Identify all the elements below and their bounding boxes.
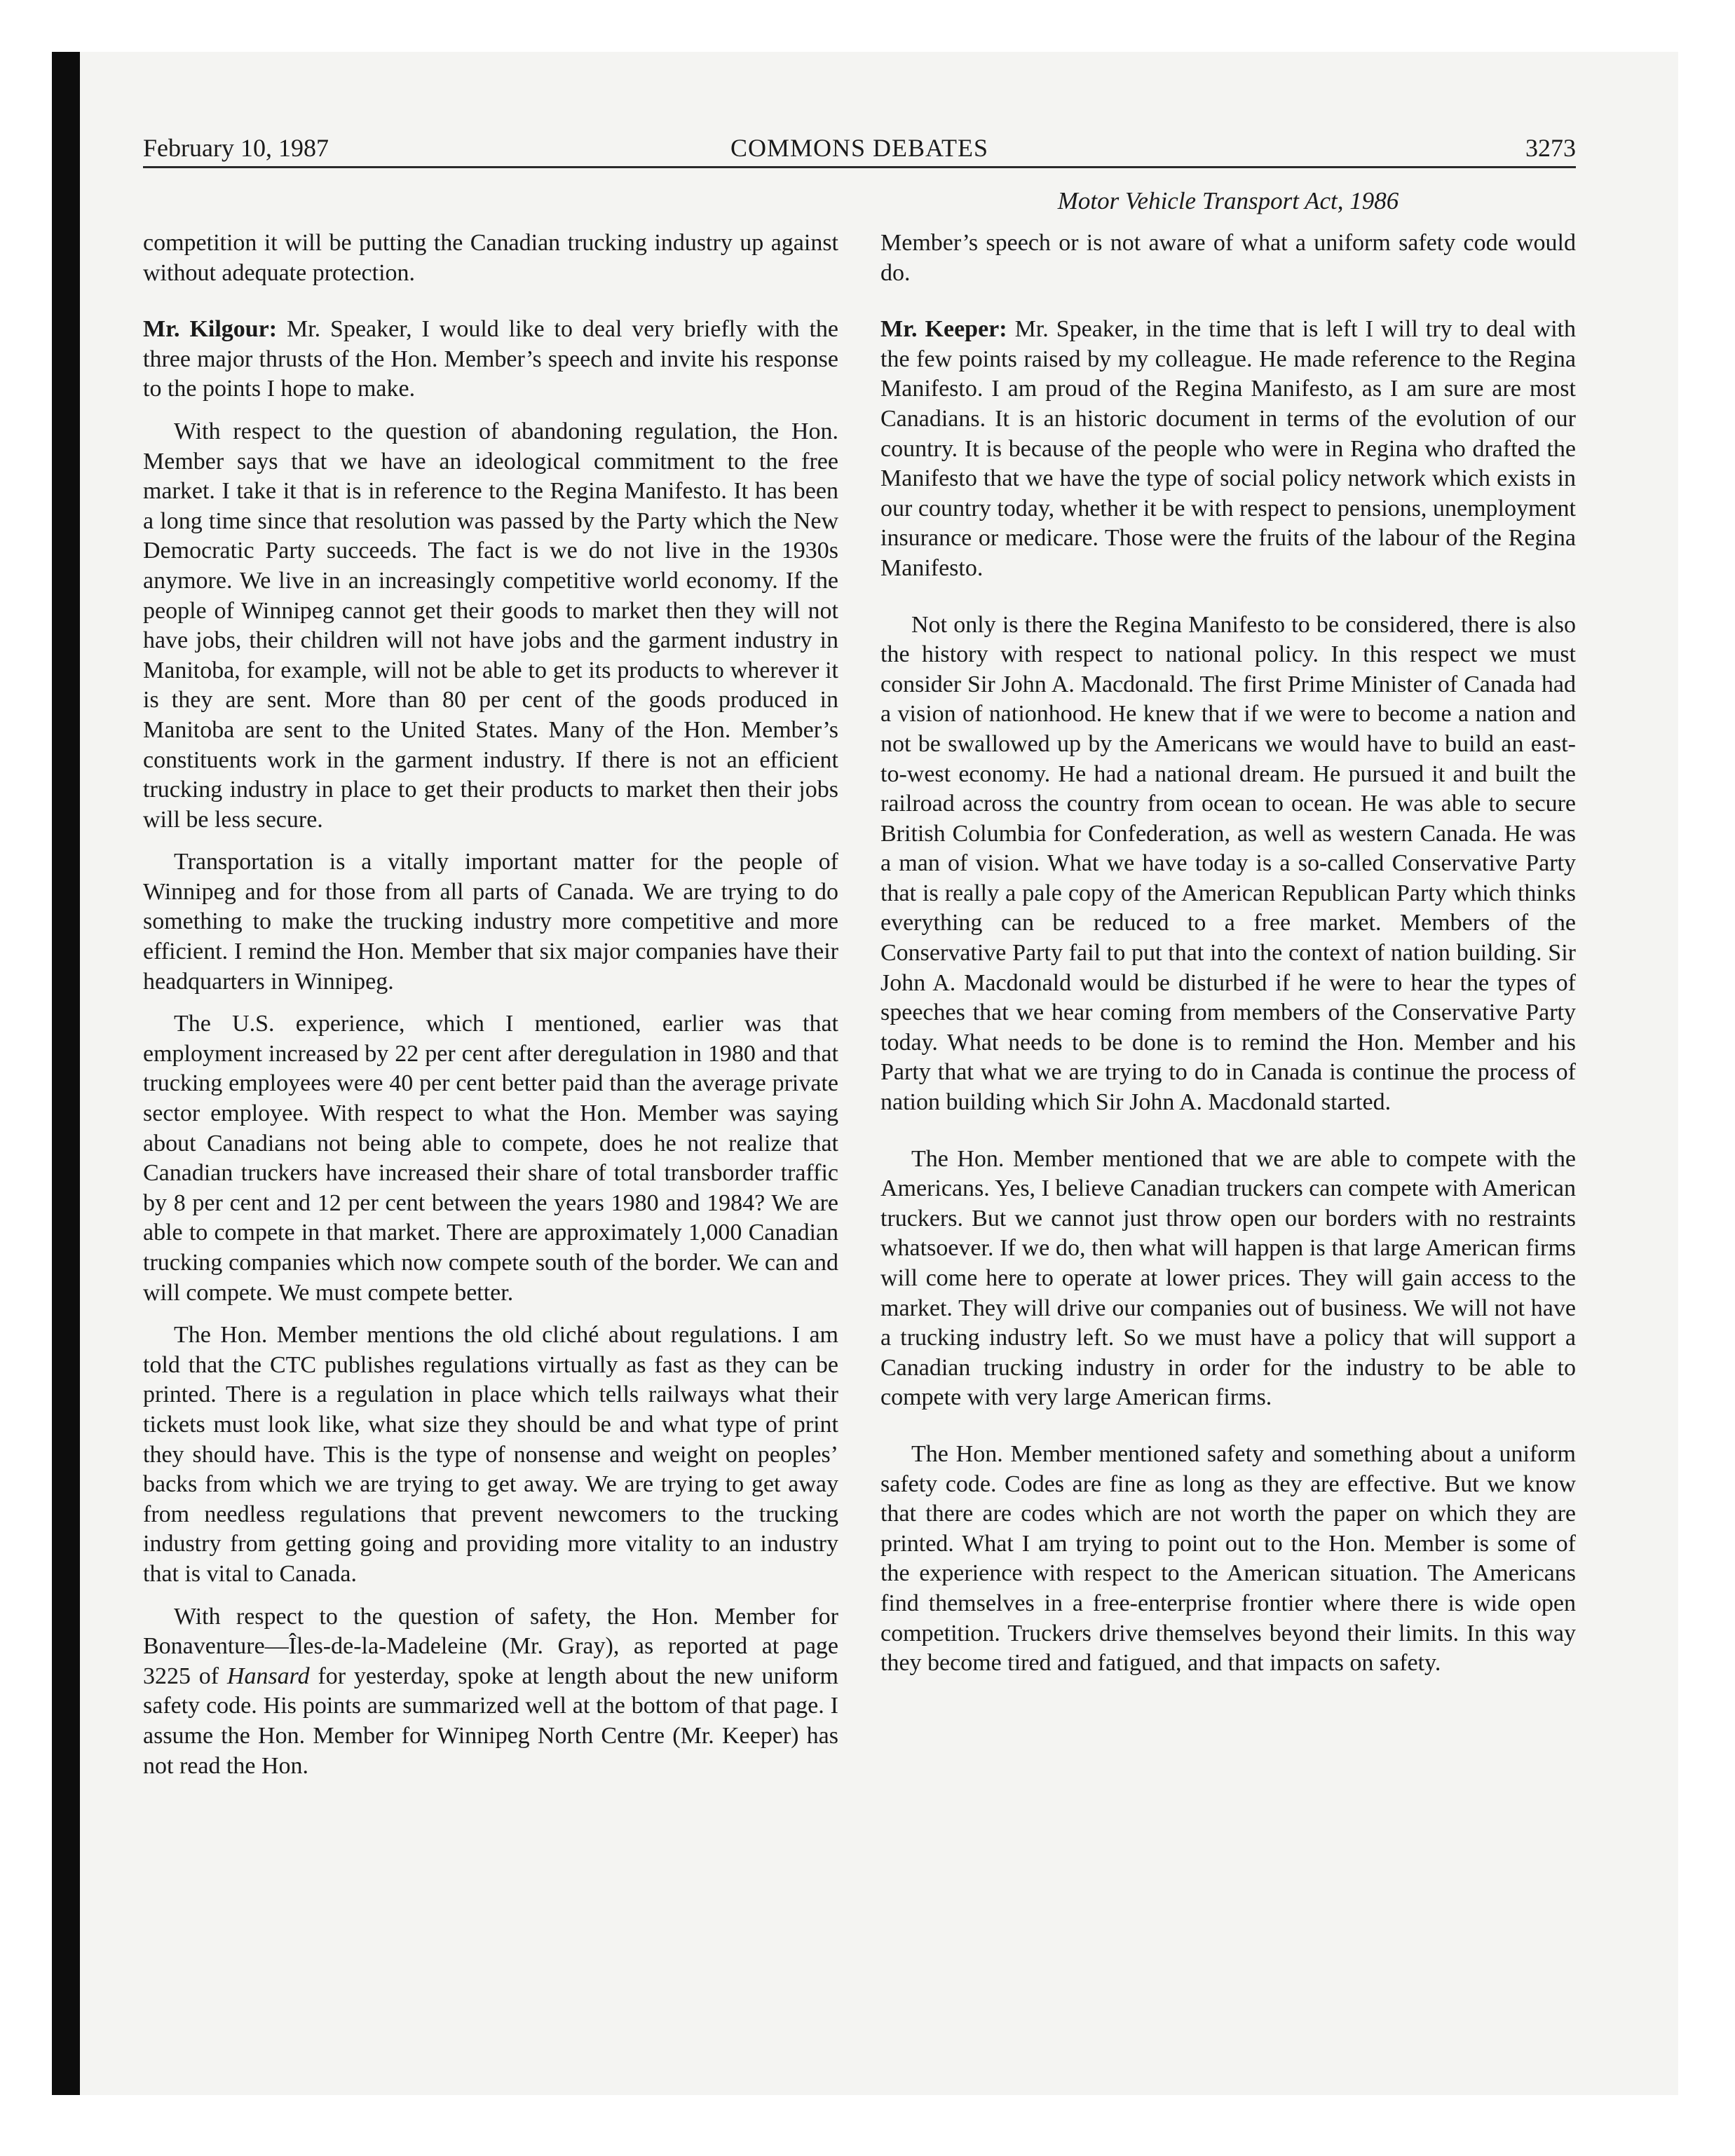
speech-paragraph <box>880 315 1576 583</box>
subject-heading: Motor Vehicle Transport Act, 1986 <box>1057 187 1399 214</box>
speaker-name: Mr. Kilgour: <box>143 316 278 343</box>
paragraph: The Hon. Member mentioned that we are able to compete with the Americans. Yes, I believe Canadian truckers can compete with American truckers. But we cannot just throw open our borders with no restraints whatsoever. If we do, then what will happen is that large American firms will come here to operate at lower prices. They will gain access to the market. They will drive our companies out of business. We will not have a trucking industry left. So we must have a policy that will support a Canadian trucking industry in order for the industry to be able to compete with very large American firms. <box>880 1145 1576 1411</box>
paragraph: Not only is there the Regina Manifesto to be considered, there is also the history with respect to national policy. In this respect we must consider Sir John A. Macdonald. The first Prime Minister of Canada had a vision of nationhood. He knew that if we were to become a nation and not be swallowed up by the Americans we would have to build an east-to-west economy. He had a national dream. He pursued it and built the railroad across the country from ocean to ocean. He was able to secure British Columbia for Confederation, as well as western Canada. He was a man of vision. What we have today is a so-called Conservative Party that is really a pale copy of the American Republican Party which thinks everything can be reduced to a free market. Members of the Conservative Party fail to put that into the context of nation building. Sir John A. Macdonald would be disturbed if he were to hear the types of speeches that we hear coming from members of the Conservative Party today. What needs to be done is to remind the Hon. Member and his Party that what we are trying to do in Canada is continue the process of nation building which Sir John A. Macdonald started. <box>880 611 1576 1116</box>
running-header <box>143 130 1576 165</box>
paragraph <box>143 1602 838 1782</box>
paragraph-text: With respect to the question of safety, the Hon. Member for Bonaventure—Îles-de-la-Madeleine (Mr. Gray), as reported at page 3225 of <box>143 1603 838 1689</box>
paragraph: The Hon. Member mentioned safety and something about a uniform safety code. Codes are fine as long as they are effective. But we know that there are codes which are not worth the paper on which they are printed. What I am trying to point out to the Hon. Member is some of the experience with respect to the American situation. The Americans find themselves in a free-enterprise frontier where there is wide open competition. Truckers drive themselves beyond their limits. In this way they become tired and fatigued, and that impacts on safety. <box>880 1440 1576 1677</box>
speech-paragraph <box>143 315 838 404</box>
paragraph: Member’s speech or is not aware of what a uniform safety code would do. <box>880 230 1576 286</box>
right-column <box>880 228 1576 1691</box>
paragraph: With respect to the question of abandoning regulation, the Hon. Member says that we have an ideological commitment to the free market. I take it that is in reference to the Regina Manifesto. It has been a long time since that resolution was passed by the Party which the New Democratic Party succeeds. The fact is we do not live in the 1930s anymore. We live in an increasingly competitive world economy. If the people of Winnipeg cannot get their goods to market then they will not have jobs, their children will not have jobs and the garment industry in Manitoba, for example, will not be able to get its products to wherever it is they are sent. More than 80 per cent of the goods produced in Manitoba are sent to the United States. Many of the Hon. Member’s constituents work in the garment industry. If there is not an efficient trucking industry in place to get their products to market then their jobs will be less secure. <box>143 418 838 833</box>
header-page-number: 3273 <box>1525 134 1576 162</box>
paragraph: The U.S. experience, which I mentioned, earlier was that employment increased by 22 per cent after deregulation in 1980 and that trucking employees were 40 per cent better paid than the average private sector employee. With respect to what the Hon. Member was saying about Canadians not being able to compete, does he not realize that Canadian truckers have increased their share of total transborder traffic by 8 per cent and 12 per cent between the years 1980 and 1984? We are able to compete in that market. There are approximately 1,000 Canadian trucking companies which now compete south of the border. We can and will compete. We must compete better. <box>143 1011 838 1306</box>
paragraph: Transportation is a vitally important matter for the people of Winnipeg and for those from all parts of Canada. We are trying to do something to make the trucking industry more competitive and more efficient. I remind the Hon. Member that six major companies have their headquarters in Winnipeg. <box>143 849 838 995</box>
paragraph: The Hon. Member mentions the old cliché about regulations. I am told that the CTC publishes regulations virtually as fast as they can be printed. There is a regulation in place which tells railways what their tickets must look like, what size they should be and what type of print they should have. This is the type of nonsense and weight on peoples’ backs from which we are trying to get away. We are trying to get away from needless regulations that prevent newcomers to the trucking industry from getting going and providing more vitality to an industry that is vital to Canada. <box>143 1322 838 1587</box>
speech-text: Mr. Speaker, I would like to deal very briefly with the three major thrusts of the Hon. Member’s speech and invite his response to the points I hope to make. <box>143 316 838 402</box>
header-rule <box>143 166 1576 168</box>
publication-name: Hansard <box>226 1663 310 1689</box>
speech-text: Mr. Speaker, in the time that is left I will try to deal with the few points raised by my colleague. He made reference to the Regina Manifesto. I am proud of the Regina Manifesto, as I am sure are most Canadians. It is an historic document in terms of the evolution of our country. It is because of the people who were in Regina who drafted the Manifesto that we have the type of social policy network which exists in our country today, whether it be with respect to pensions, unemployment insurance or medicare. Those were the fruits of the labour of the Regina Manifesto. <box>880 316 1576 581</box>
speaker-name: Mr. Keeper: <box>880 316 1007 343</box>
left-column <box>143 228 838 1794</box>
scan-edge-bar <box>52 52 80 2095</box>
header-date: February 10, 1987 <box>143 134 329 162</box>
paragraph: competition it will be putting the Canadian trucking industry up against without adequate protection. <box>143 230 838 286</box>
paragraph-text: for yesterday, spoke at length about the new uniform safety code. His points are summarized well at the bottom of that page. I assume the Hon. Member for Winnipeg North Centre (Mr. Keeper) has not read the Hon. <box>143 1663 838 1779</box>
header-publication: COMMONS DEBATES <box>730 134 989 162</box>
